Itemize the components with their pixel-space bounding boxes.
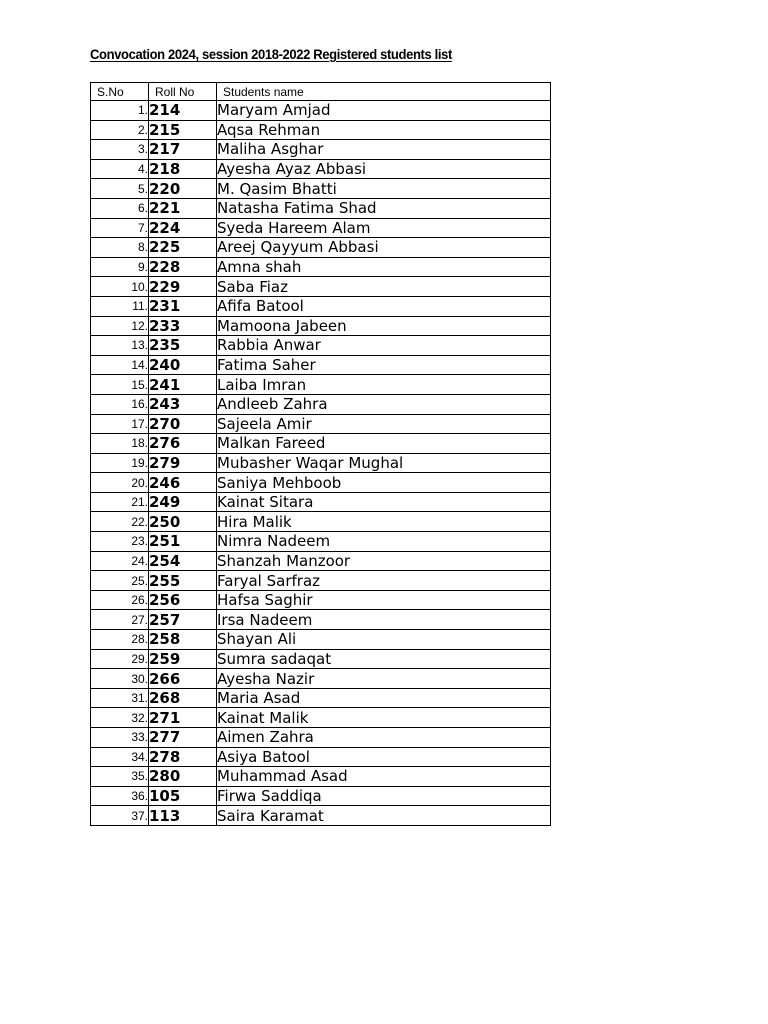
students-table-body xyxy=(91,101,551,826)
roll-number-cell: 271 xyxy=(149,708,217,728)
serial-number-cell: 24. xyxy=(91,551,149,571)
roll-number-cell: 278 xyxy=(149,747,217,767)
roll-number-cell: 277 xyxy=(149,728,217,748)
roll-number-cell: 257 xyxy=(149,610,217,630)
serial-number-cell: 6. xyxy=(91,198,149,218)
serial-number-cell: 15. xyxy=(91,375,149,395)
table-row xyxy=(91,669,551,689)
roll-number-cell: 270 xyxy=(149,414,217,434)
student-name-cell: Muhammad Asad xyxy=(217,767,551,787)
serial-number-cell: 35. xyxy=(91,767,149,787)
student-name-cell: Asiya Batool xyxy=(217,747,551,767)
student-name-cell: Afifa Batool xyxy=(217,296,551,316)
serial-number-cell: 17. xyxy=(91,414,149,434)
roll-number-cell: 249 xyxy=(149,492,217,512)
student-name-cell: Maria Asad xyxy=(217,688,551,708)
roll-number-cell: 251 xyxy=(149,532,217,552)
roll-number-cell: 243 xyxy=(149,394,217,414)
student-name-cell: Firwa Saddiqa xyxy=(217,786,551,806)
table-row xyxy=(91,453,551,473)
serial-number-cell: 21. xyxy=(91,492,149,512)
roll-number-cell: 240 xyxy=(149,355,217,375)
student-name-cell: Aimen Zahra xyxy=(217,728,551,748)
table-row xyxy=(91,492,551,512)
student-name-cell: Amna shah xyxy=(217,257,551,277)
student-name-cell: Saba Fiaz xyxy=(217,277,551,297)
serial-number-cell: 33. xyxy=(91,728,149,748)
table-row xyxy=(91,473,551,493)
student-name-cell: Sumra sadaqat xyxy=(217,649,551,669)
roll-number-cell: 241 xyxy=(149,375,217,395)
table-row xyxy=(91,198,551,218)
table-row xyxy=(91,120,551,140)
roll-number-cell: 113 xyxy=(149,806,217,826)
student-name-cell: Maryam Amjad xyxy=(217,101,551,121)
table-row xyxy=(91,434,551,454)
table-row xyxy=(91,414,551,434)
student-name-cell: Areej Qayyum Abbasi xyxy=(217,238,551,258)
serial-number-cell: 37. xyxy=(91,806,149,826)
roll-number-cell: 279 xyxy=(149,453,217,473)
student-name-cell: Mamoona Jabeen xyxy=(217,316,551,336)
serial-number-cell: 18. xyxy=(91,434,149,454)
roll-number-cell: 276 xyxy=(149,434,217,454)
roll-number-cell: 229 xyxy=(149,277,217,297)
serial-number-cell: 8. xyxy=(91,238,149,258)
serial-number-cell: 16. xyxy=(91,394,149,414)
student-name-cell: Faryal Sarfraz xyxy=(217,571,551,591)
serial-number-cell: 10. xyxy=(91,277,149,297)
roll-number-cell: 235 xyxy=(149,336,217,356)
roll-number-cell: 256 xyxy=(149,590,217,610)
serial-number-cell: 7. xyxy=(91,218,149,238)
table-row xyxy=(91,140,551,160)
table-row xyxy=(91,375,551,395)
serial-number-cell: 5. xyxy=(91,179,149,199)
student-name-cell: Sajeela Amir xyxy=(217,414,551,434)
student-name-cell: Rabbia Anwar xyxy=(217,336,551,356)
table-row xyxy=(91,336,551,356)
student-name-cell: Ayesha Ayaz Abbasi xyxy=(217,159,551,179)
student-name-cell: Hafsa Saghir xyxy=(217,590,551,610)
serial-number-cell: 23. xyxy=(91,532,149,552)
serial-number-cell: 28. xyxy=(91,630,149,650)
table-row xyxy=(91,649,551,669)
student-name-cell: Saniya Mehboob xyxy=(217,473,551,493)
roll-number-cell: 280 xyxy=(149,767,217,787)
serial-number-cell: 13. xyxy=(91,336,149,356)
table-row xyxy=(91,218,551,238)
serial-number-cell: 22. xyxy=(91,512,149,532)
roll-number-cell: 225 xyxy=(149,238,217,258)
table-row xyxy=(91,688,551,708)
roll-number-cell: 246 xyxy=(149,473,217,493)
serial-number-cell: 1. xyxy=(91,101,149,121)
roll-number-cell: 224 xyxy=(149,218,217,238)
table-row xyxy=(91,747,551,767)
table-row xyxy=(91,767,551,787)
student-name-cell: Ayesha Nazir xyxy=(217,669,551,689)
table-row xyxy=(91,512,551,532)
serial-number-cell: 19. xyxy=(91,453,149,473)
serial-number-cell: 2. xyxy=(91,120,149,140)
table-row xyxy=(91,238,551,258)
student-name-cell: Syeda Hareem Alam xyxy=(217,218,551,238)
table-row xyxy=(91,179,551,199)
table-row xyxy=(91,257,551,277)
table-row xyxy=(91,532,551,552)
student-name-cell: Fatima Saher xyxy=(217,355,551,375)
roll-number-cell: 215 xyxy=(149,120,217,140)
serial-number-cell: 26. xyxy=(91,590,149,610)
table-row xyxy=(91,551,551,571)
serial-number-cell: 32. xyxy=(91,708,149,728)
table-row xyxy=(91,708,551,728)
students-table xyxy=(90,82,551,826)
roll-number-cell: 214 xyxy=(149,101,217,121)
table-header-row xyxy=(91,83,551,101)
serial-number-cell: 11. xyxy=(91,296,149,316)
table-row xyxy=(91,806,551,826)
table-row xyxy=(91,571,551,591)
student-name-cell: Malkan Fareed xyxy=(217,434,551,454)
serial-number-cell: 20. xyxy=(91,473,149,493)
roll-number-cell: 105 xyxy=(149,786,217,806)
table-row xyxy=(91,316,551,336)
roll-number-cell: 233 xyxy=(149,316,217,336)
student-name-cell: Hira Malik xyxy=(217,512,551,532)
roll-number-cell: 220 xyxy=(149,179,217,199)
student-name-cell: Natasha Fatima Shad xyxy=(217,198,551,218)
serial-number-cell: 27. xyxy=(91,610,149,630)
roll-number-cell: 228 xyxy=(149,257,217,277)
column-header-sno: S.No xyxy=(91,83,149,101)
table-row xyxy=(91,610,551,630)
serial-number-cell: 4. xyxy=(91,159,149,179)
roll-number-cell: 258 xyxy=(149,630,217,650)
table-row xyxy=(91,101,551,121)
table-row xyxy=(91,630,551,650)
roll-number-cell: 250 xyxy=(149,512,217,532)
table-row xyxy=(91,728,551,748)
column-header-students-name: Students name xyxy=(217,83,551,101)
table-row xyxy=(91,159,551,179)
student-name-cell: Laiba Imran xyxy=(217,375,551,395)
serial-number-cell: 31. xyxy=(91,688,149,708)
serial-number-cell: 30. xyxy=(91,669,149,689)
serial-number-cell: 3. xyxy=(91,140,149,160)
roll-number-cell: 221 xyxy=(149,198,217,218)
serial-number-cell: 12. xyxy=(91,316,149,336)
table-row xyxy=(91,277,551,297)
student-name-cell: Shayan Ali xyxy=(217,630,551,650)
student-name-cell: M. Qasim Bhatti xyxy=(217,179,551,199)
roll-number-cell: 231 xyxy=(149,296,217,316)
student-name-cell: Kainat Malik xyxy=(217,708,551,728)
serial-number-cell: 34. xyxy=(91,747,149,767)
table-row xyxy=(91,296,551,316)
table-row xyxy=(91,355,551,375)
student-name-cell: Irsa Nadeem xyxy=(217,610,551,630)
table-row xyxy=(91,786,551,806)
roll-number-cell: 266 xyxy=(149,669,217,689)
roll-number-cell: 259 xyxy=(149,649,217,669)
student-name-cell: Shanzah Manzoor xyxy=(217,551,551,571)
table-row xyxy=(91,394,551,414)
roll-number-cell: 218 xyxy=(149,159,217,179)
serial-number-cell: 36. xyxy=(91,786,149,806)
serial-number-cell: 29. xyxy=(91,649,149,669)
roll-number-cell: 254 xyxy=(149,551,217,571)
student-name-cell: Maliha Asghar xyxy=(217,140,551,160)
serial-number-cell: 14. xyxy=(91,355,149,375)
serial-number-cell: 25. xyxy=(91,571,149,591)
student-name-cell: Kainat Sitara xyxy=(217,492,551,512)
roll-number-cell: 268 xyxy=(149,688,217,708)
student-name-cell: Nimra Nadeem xyxy=(217,532,551,552)
student-name-cell: Mubasher Waqar Mughal xyxy=(217,453,551,473)
column-header-roll-no: Roll No xyxy=(149,83,217,101)
student-name-cell: Andleeb Zahra xyxy=(217,394,551,414)
serial-number-cell: 9. xyxy=(91,257,149,277)
document-title: Convocation 2024, session 2018-2022 Registered students list xyxy=(90,46,452,62)
roll-number-cell: 217 xyxy=(149,140,217,160)
student-name-cell: Saira Karamat xyxy=(217,806,551,826)
student-name-cell: Aqsa Rehman xyxy=(217,120,551,140)
table-row xyxy=(91,590,551,610)
roll-number-cell: 255 xyxy=(149,571,217,591)
